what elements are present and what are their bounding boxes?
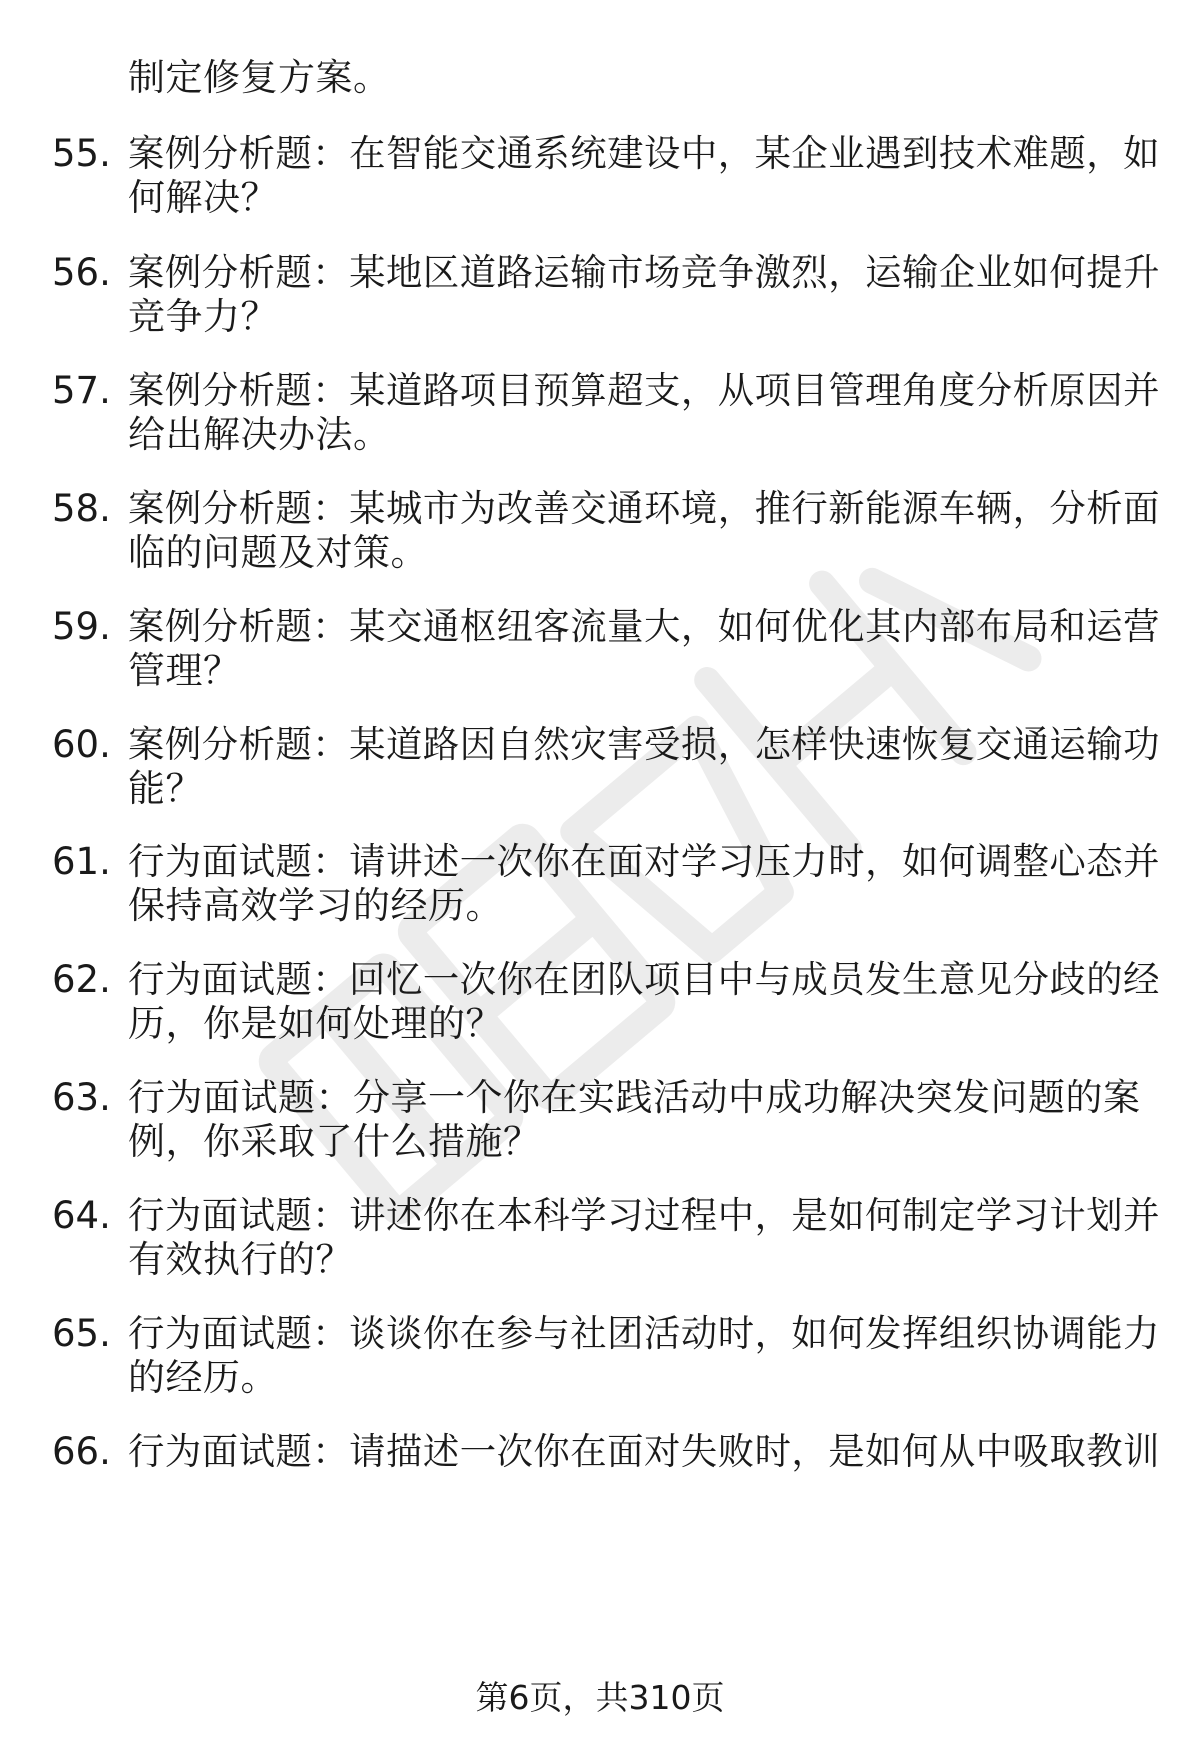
item-number: 55. — [52, 132, 111, 175]
item-text-line2: 何解决？ — [128, 176, 278, 219]
item-number: 66. — [52, 1430, 111, 1473]
item-number: 57. — [52, 369, 111, 412]
item-text-line2: 临的问题及对策。 — [128, 531, 428, 574]
item-text-line1: 案例分析题：在智能交通系统建设中，某企业遇到技术难题，如 — [128, 132, 1160, 175]
item-text-line2: 竞争力？ — [128, 295, 278, 338]
item-text-line2: 能？ — [128, 767, 203, 810]
item-text-line1: 行为面试题：请讲述一次你在面对学习压力时，如何调整心态并 — [128, 840, 1160, 883]
continuation-text: 制定修复方案。 — [128, 56, 391, 99]
item-text-line1: 案例分析题：某道路因自然灾害受损，怎样快速恢复交通运输功 — [128, 723, 1160, 766]
item-text-line2: 的经历。 — [128, 1356, 278, 1399]
item-number: 56. — [52, 251, 111, 294]
item-text-line2: 有效执行的？ — [128, 1238, 353, 1281]
page-footer: 第6页，共310页 — [475, 1678, 725, 1717]
item-text-line2: 管理？ — [128, 649, 241, 692]
item-text-line1: 行为面试题：讲述你在本科学习过程中，是如何制定学习计划并 — [128, 1194, 1160, 1237]
item-text-line1: 案例分析题：某道路项目预算超支，从项目管理角度分析原因并 — [128, 369, 1160, 412]
item-text-line2: 例，你采取了什么措施？ — [128, 1120, 541, 1163]
item-number: 59. — [52, 605, 111, 648]
item-text-line1: 行为面试题：回忆一次你在团队项目中与成员发生意见分歧的经 — [128, 958, 1160, 1001]
item-text-line1: 案例分析题：某城市为改善交通环境，推行新能源车辆，分析面 — [128, 487, 1160, 530]
item-number: 61. — [52, 840, 111, 883]
item-number: 62. — [52, 958, 111, 1001]
item-text-line2: 保持高效学习的经历。 — [128, 884, 503, 927]
item-text-line1: 行为面试题：分享一个你在实践活动中成功解决突发问题的案 — [128, 1076, 1141, 1119]
item-number: 65. — [52, 1312, 111, 1355]
item-number: 64. — [52, 1194, 111, 1237]
item-number: 58. — [52, 487, 111, 530]
item-text-line1: 行为面试题：请描述一次你在面对失败时，是如何从中吸取教训 — [128, 1430, 1160, 1473]
item-number: 60. — [52, 723, 111, 766]
item-text-line2: 给出解决办法。 — [128, 413, 391, 456]
item-text-line1: 行为面试题：谈谈你在参与社团活动时，如何发挥组织协调能力 — [128, 1312, 1160, 1355]
item-text-line1: 案例分析题：某交通枢纽客流量大，如何优化其内部布局和运营 — [128, 605, 1160, 648]
item-number: 63. — [52, 1076, 111, 1119]
item-text-line1: 案例分析题：某地区道路运输市场竞争激烈，运输企业如何提升 — [128, 251, 1160, 294]
item-text-line2: 历，你是如何处理的？ — [128, 1002, 503, 1045]
